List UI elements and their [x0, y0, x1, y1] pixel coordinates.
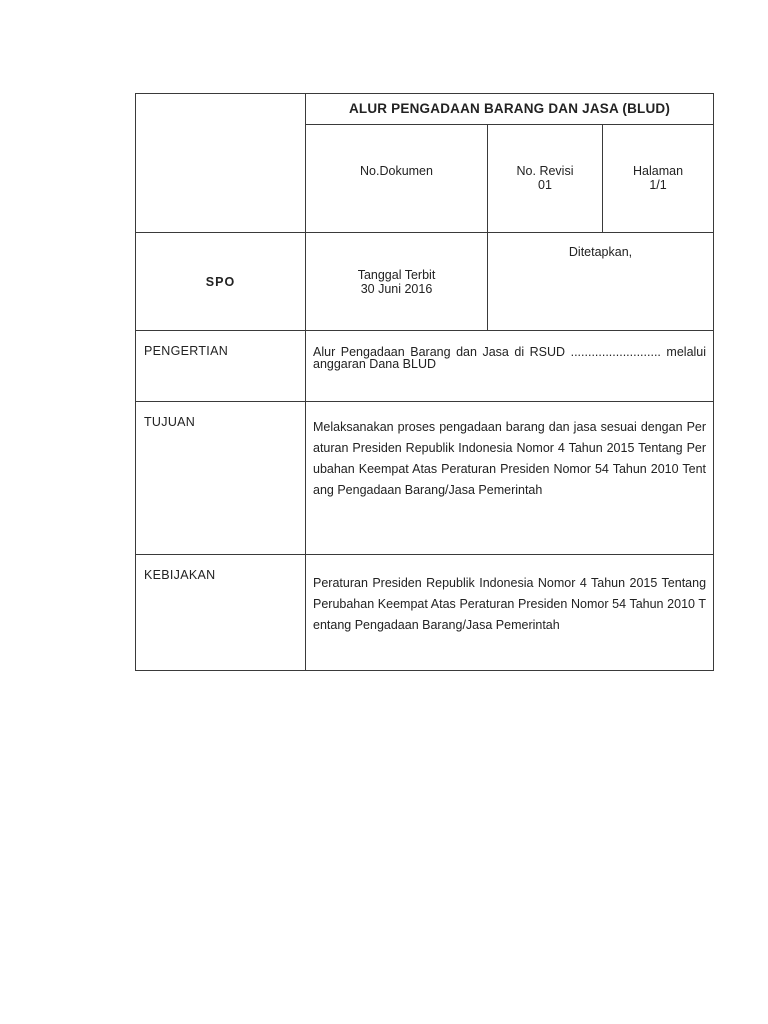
no-dokumen-cell: [306, 125, 488, 233]
logo-cell: [136, 94, 306, 233]
kebijakan-label: KEBIJAKAN: [136, 555, 306, 671]
kebijakan-row: [136, 555, 714, 671]
tujuan-row: [136, 402, 714, 555]
tanggal-terbit-cell: [306, 233, 488, 331]
pengertian-row: [136, 331, 714, 402]
halaman-cell: [603, 125, 714, 233]
halaman-value: 1/1: [649, 178, 667, 192]
no-revisi-value: 01: [538, 178, 552, 192]
tanggal-terbit-label: Tanggal Terbit: [357, 267, 436, 282]
no-revisi-label: No. Revisi: [516, 164, 574, 178]
no-dokumen-label: No.Dokumen: [360, 164, 433, 178]
title-row: [136, 94, 714, 125]
pengertian-label: PENGERTIAN: [136, 331, 306, 402]
spo-label: SPO: [136, 233, 306, 331]
spo-table: [135, 93, 714, 671]
tanggal-terbit-value: 30 Juni 2016: [360, 281, 433, 296]
pengertian-text: Alur Pengadaan Barang dan Jasa di RSUD .......................... melalui anggaran Dana BLUD: [306, 331, 714, 402]
halaman-label: Halaman: [633, 164, 684, 178]
tujuan-label: TUJUAN: [136, 402, 306, 555]
no-revisi-cell: [488, 125, 603, 233]
kebijakan-text: Peraturan Presiden Republik Indonesia Nomor 4 Tahun 2015 Tentang Perubahan Keempat Atas Peraturan Presiden Nomor 54 Tahun 2010 Tentang Pengadaan Barang/Jasa Pemerintah: [306, 555, 714, 671]
document-title: ALUR PENGADAAN BARANG DAN JASA (BLUD): [306, 94, 714, 125]
ditetapkan-label: Ditetapkan,: [568, 245, 633, 259]
spo-row: [136, 233, 714, 331]
tujuan-text: Melaksanakan proses pengadaan barang dan jasa sesuai dengan Peraturan Presiden Republik Indonesia Nomor 4 Tahun 2015 Tentang Perubahan Keempat Atas Peraturan Presiden Nomor 54 Tahun 2010 Tentang Pengadaan Barang/Jasa Pemerintah: [306, 402, 714, 555]
ditetapkan-cell: [488, 233, 714, 331]
